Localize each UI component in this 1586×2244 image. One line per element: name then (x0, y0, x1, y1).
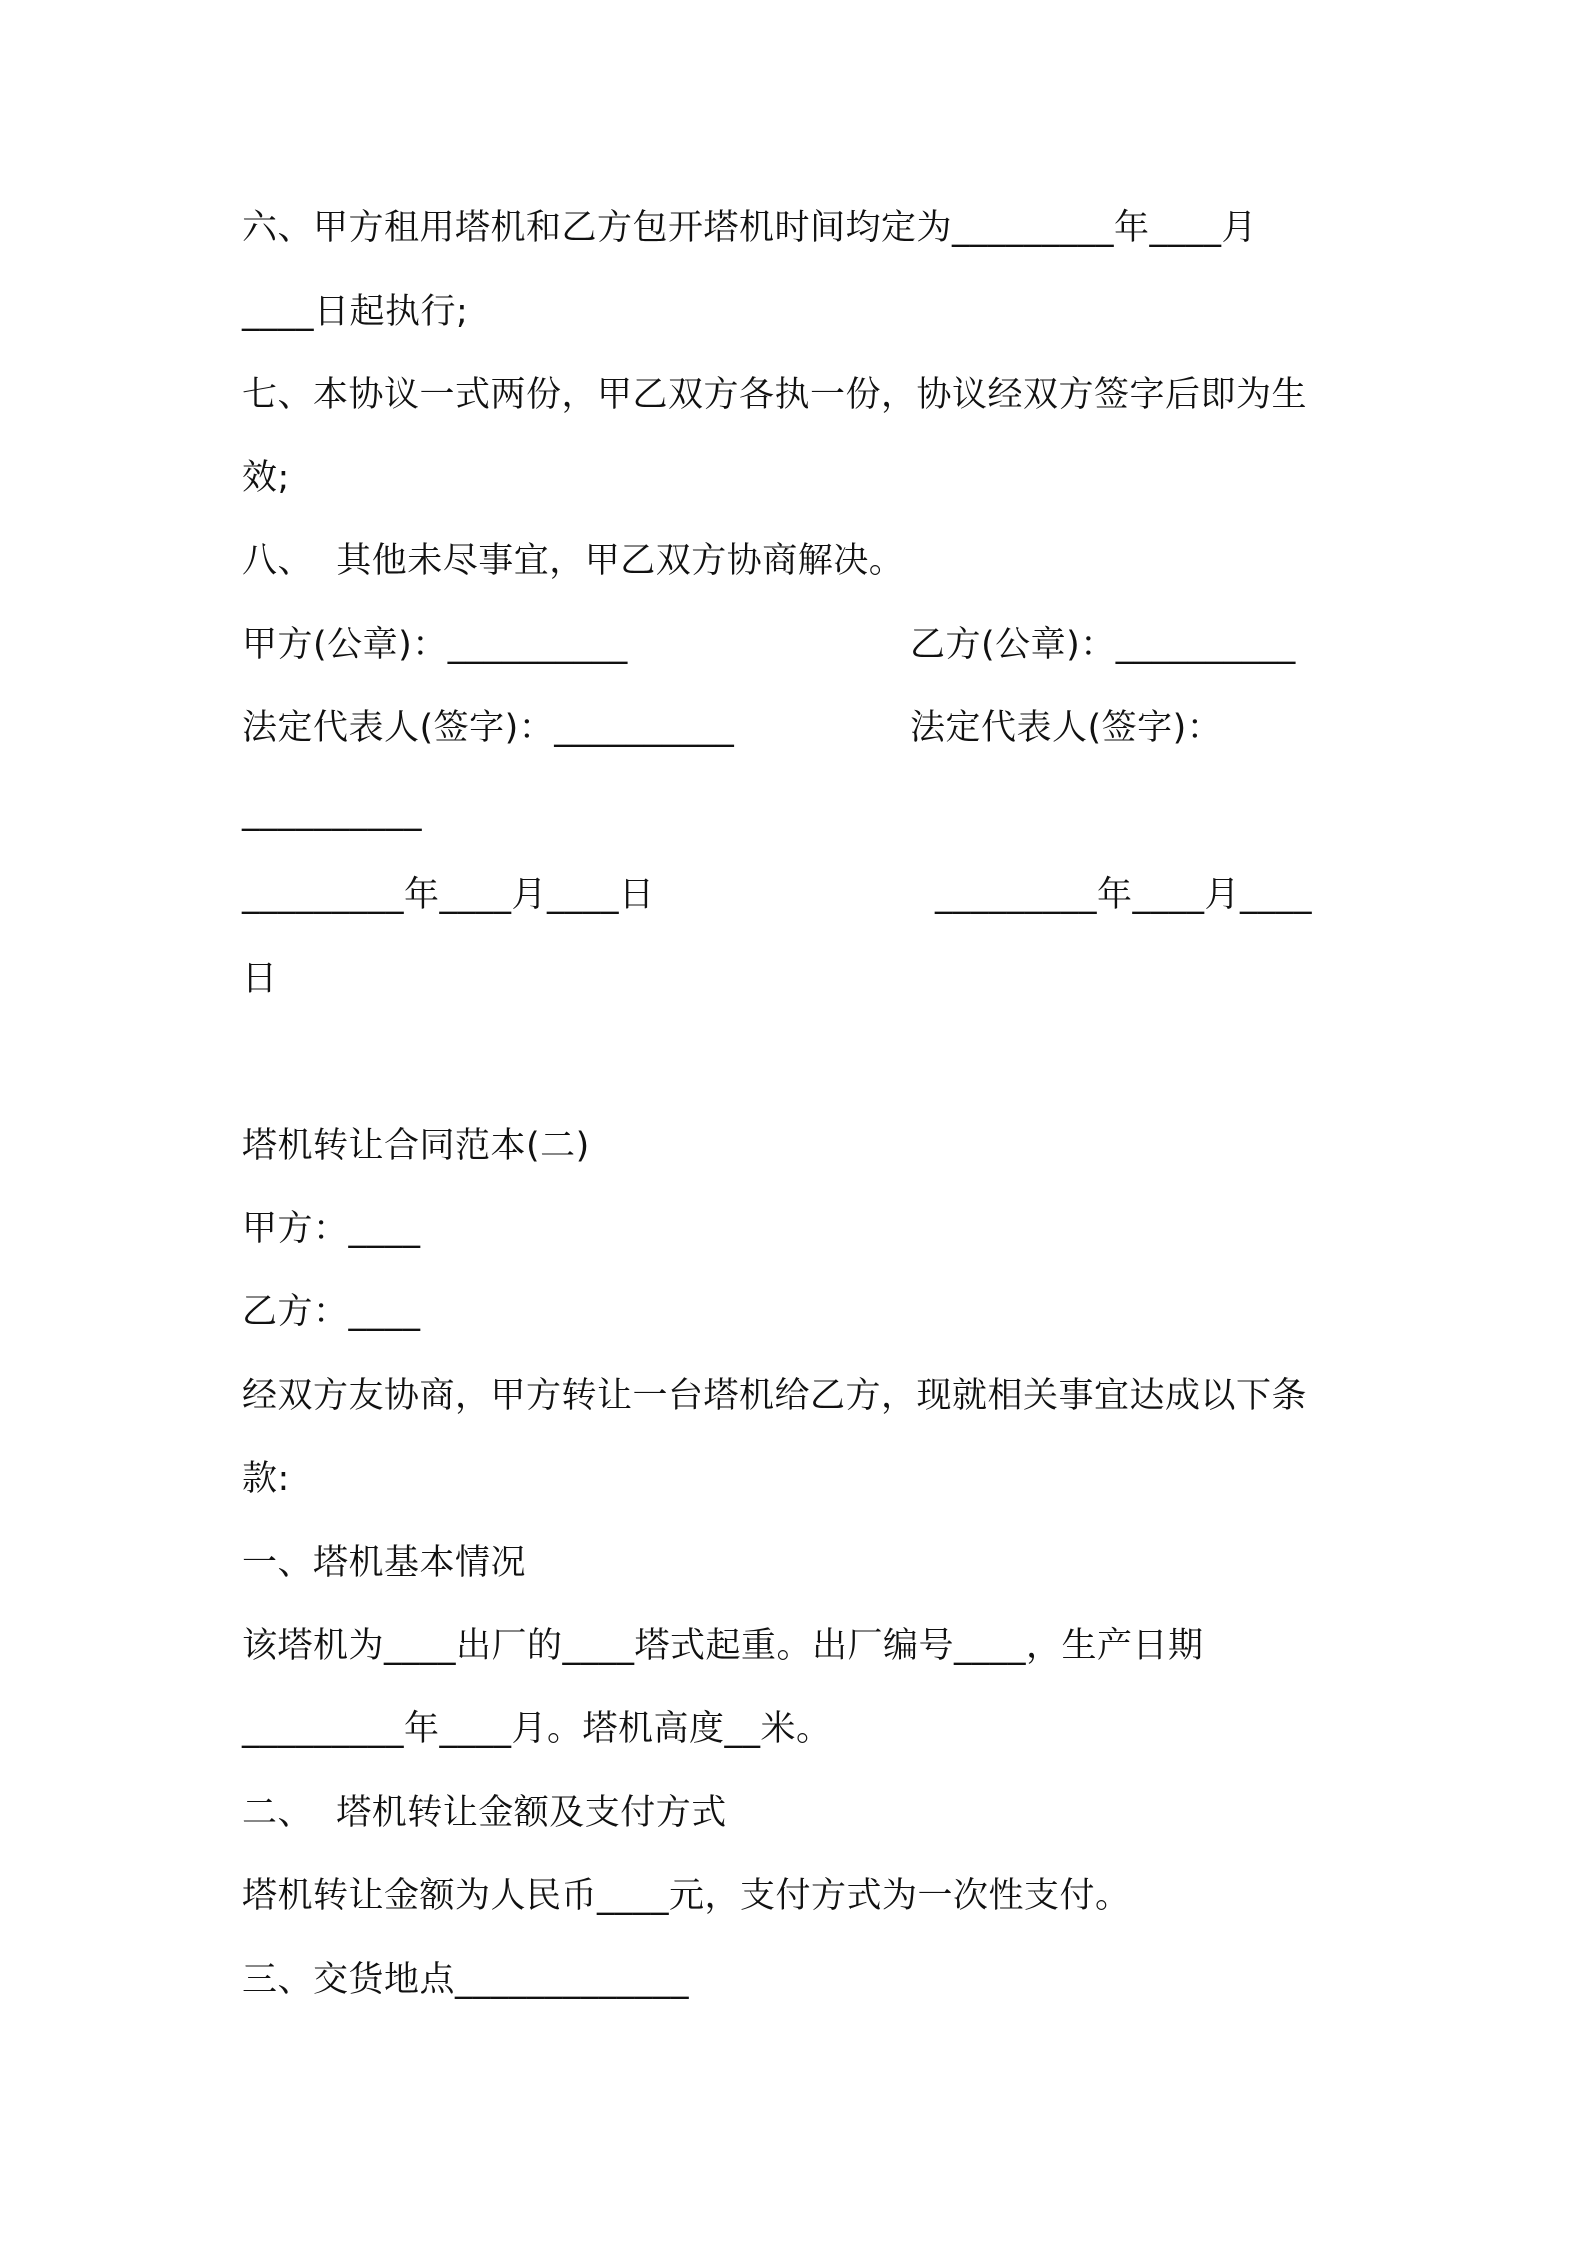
clause-six-line2: ____日起执行; (242, 292, 469, 332)
section-one-line1: 该塔机为____出厂的____塔式起重。出厂编号____，生产日期 (242, 1626, 1204, 1666)
party-a-representative: 法定代表人(签字)：__________ (242, 708, 735, 748)
section-two-body: 塔机转让金额为人民币____元，支付方式为一次性支付。 (242, 1876, 1131, 1916)
party-b-seal: 乙方(公章)：__________ (910, 625, 1296, 665)
contract-title: 塔机转让合同范本(二) (242, 1126, 590, 1166)
party-b-date-day: 日 (242, 959, 278, 999)
section-three-heading: 三、交货地点_____________ (242, 1960, 690, 2000)
party-b-date: _________年____月____ (935, 875, 1313, 915)
party-b-name: 乙方：____ (242, 1292, 421, 1332)
clause-seven-line2: 效; (242, 458, 290, 498)
clause-six-line1: 六、甲方租用塔机和乙方包开塔机时间均定为_________年____月 (242, 208, 1258, 248)
party-a-seal: 甲方(公章)：__________ (242, 625, 628, 665)
preamble-line1: 经双方友协商，甲方转让一台塔机给乙方，现就相关事宜达成以下条 (242, 1376, 1308, 1416)
section-one-line2: _________年____月。塔机高度__米。 (242, 1709, 832, 1749)
party-b-representative: 法定代表人(签字)： (910, 708, 1223, 748)
party-b-representative-blank: __________ (242, 792, 422, 832)
party-a-name: 甲方：____ (242, 1209, 421, 1249)
section-one-heading: 一、塔机基本情况 (242, 1543, 527, 1583)
clause-eight: 八、 其他未尽事宜，甲乙双方协商解决。 (242, 541, 905, 581)
preamble-line2: 款: (242, 1459, 290, 1499)
clause-seven-line1: 七、本协议一式两份，甲乙双方各执一份，协议经双方签字后即为生 (242, 375, 1308, 415)
section-two-heading: 二、 塔机转让金额及支付方式 (242, 1793, 727, 1833)
party-a-date: _________年____月____日 (242, 875, 655, 915)
